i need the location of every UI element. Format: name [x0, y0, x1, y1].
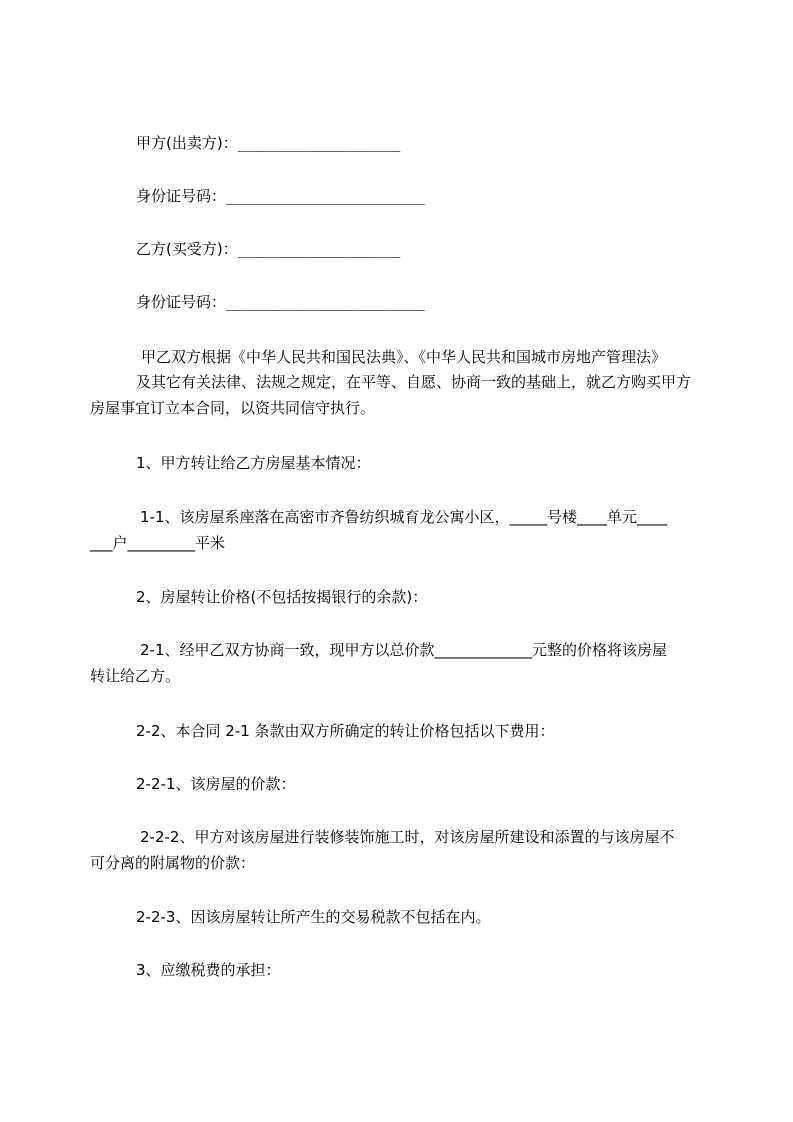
item-2-2: 2-2、本合同 2-1 条款由双方所确定的转让价格包括以下费用： — [136, 722, 555, 740]
party-a-id-blank: ______________________ — [226, 187, 425, 205]
item-1-1-line-2: ___户_________平米 — [90, 534, 226, 552]
party-b-id-label: 身份证号码： — [136, 293, 227, 311]
item-1-1-line-1: 1-1、该房屋系座落在高密市齐鲁纺织城育龙公寓小区，_____号楼____单元____ — [140, 508, 668, 526]
party-a-id-row — [136, 186, 425, 206]
item-2-1-line-1: 2-1、经甲乙双方协商一致，现甲方以总价款_____________元整的价格将该房屋 — [140, 641, 668, 659]
party-b-blank: __________________ — [237, 240, 401, 258]
item-2-2-2-line-2: 可分离的附属物的价款： — [90, 854, 256, 872]
party-b-row — [136, 239, 400, 259]
party-a-row — [136, 133, 400, 153]
preamble-line-2: 及其它有关法律、法规之规定，在平等、自愿、协商一致的基础上，就乙方购买甲方 — [136, 373, 692, 391]
party-a-id-label: 身份证号码： — [136, 187, 227, 205]
party-b-id-blank: ______________________ — [226, 293, 425, 311]
item-2-2-1: 2-2-1、该房屋的价款： — [136, 775, 296, 793]
item-2-2-3: 2-2-3、因该房屋转让所产生的交易税款不包括在内。 — [136, 908, 491, 926]
preamble-line-1: 甲乙双方根据《中华人民共和国民法典》、《中华人民共和国城市房地产管理法》 — [141, 348, 667, 366]
section-3-heading: 3、应缴税费的承担： — [136, 961, 281, 979]
party-a-label: 甲方(出卖方)： — [136, 134, 238, 152]
party-b-id-row — [136, 292, 425, 312]
item-2-1-line-2: 转让给乙方。 — [90, 667, 181, 685]
item-2-2-2-line-1: 2-2-2、甲方对该房屋进行装修装饰施工时，对该房屋所建设和添置的与该房屋不 — [140, 828, 675, 846]
section-1-heading: 1、甲方转让给乙方房屋基本情况： — [136, 454, 371, 472]
preamble-line-3: 房屋事宜订立本合同，以资共同信守执行。 — [90, 399, 376, 417]
party-b-label: 乙方(买受方)： — [136, 240, 238, 258]
section-2-heading: 2、房屋转让价格(不包括按揭银行的余款)： — [136, 588, 428, 606]
party-a-blank: __________________ — [237, 134, 401, 152]
